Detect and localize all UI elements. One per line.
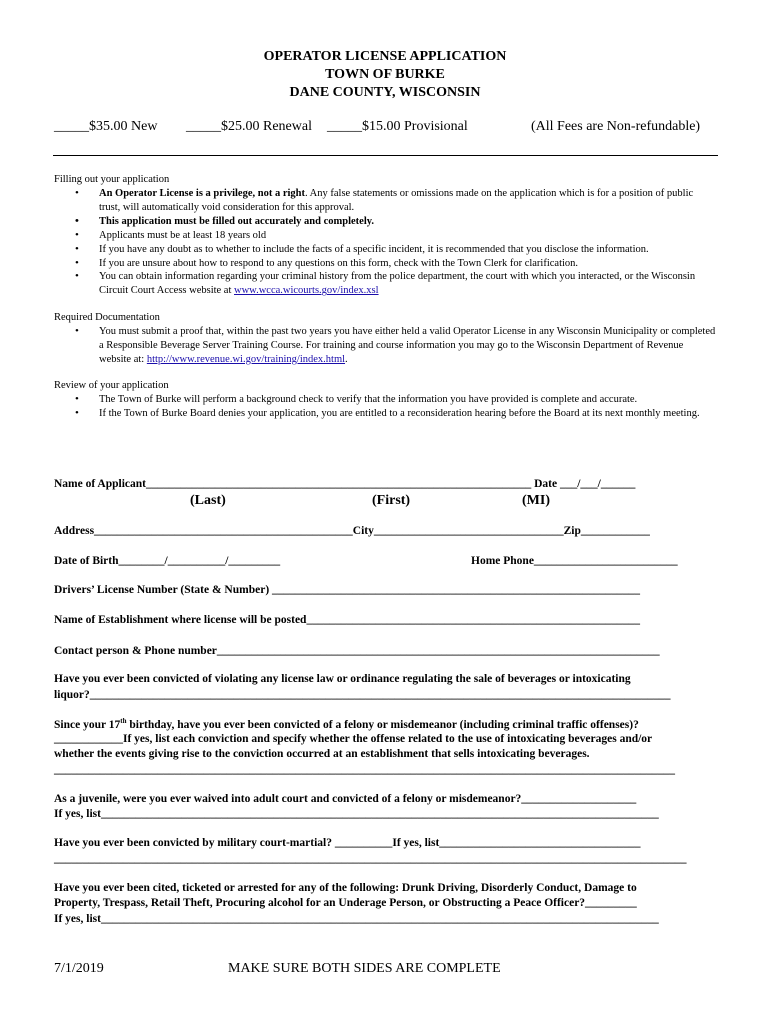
question-felony: [54, 717, 639, 731]
list-item: • If the Town of Burke Board denies your application, you are entitled to a reconsideration hearing before the Board at its next monthly meeting.: [72, 407, 717, 421]
fee-provisional: _____$15.00 Provisional: [327, 119, 468, 134]
answer-court-martial-line[interactable]: ______________________________________________________________________________________________________________: [54, 853, 687, 865]
question-license-violation: Have you ever been convicted of violating any license law or ordinance regulating the sale of beverages or intoxicating: [54, 673, 631, 685]
list-item: • If you are unsure about how to respond to any questions on this form, check with the Town Clerk for clarification.: [72, 257, 717, 271]
contact-person-field[interactable]: Contact person & Phone number_____________________________________________________________________________: [54, 645, 660, 657]
required-list: [72, 325, 717, 367]
fee-new: _____$35.00 New: [54, 119, 158, 134]
county-name: DANE COUNTY, WISCONSIN: [289, 85, 481, 100]
first-name-label: (First): [372, 493, 411, 508]
section-title-review: Review of your application: [54, 380, 169, 391]
fee-note: (All Fees are Non-refundable): [531, 119, 701, 134]
date-of-birth-field[interactable]: Date of Birth________/__________/_________: [54, 555, 281, 567]
footer-note: MAKE SURE BOTH SIDES ARE COMPLETE: [228, 961, 501, 976]
question-felony-detail: whether the events giving rise to the conviction occurred at an establishment that sells intoxicating beverages.: [54, 748, 590, 760]
section-title-required: Required Documentation: [54, 312, 160, 323]
list-item: [72, 325, 717, 367]
header-divider: [53, 155, 718, 156]
question-cited: Have you ever been cited, ticketed or arrested for any of the following: Drunk Driving, Disorderly Conduct, Damage to: [54, 882, 637, 894]
middle-initial-label: (MI): [522, 493, 550, 508]
address-field[interactable]: Address_____________________________________________City_________________________________Zip____________: [54, 525, 650, 537]
filling-list: [72, 187, 717, 298]
question-felony-end: birthday, have you ever been convicted of a felony or misdemeanor (including criminal traffic offenses)?: [126, 718, 639, 731]
applicant-name-field[interactable]: Name of Applicant___________________________________________________________________ Date ___/___/______: [54, 478, 636, 490]
answer-license-violation[interactable]: liquor?_____________________________________________________________________________________________________: [54, 689, 671, 701]
bullet-text: You must submit a proof that, within the past two years you have either held a valid Operator License in any Wisconsin Municipality or completed a Responsible Beverage Server Training Course. For training and course information you may go to the Wisconsin Department of Revenue website at:: [99, 326, 716, 365]
list-item: [72, 270, 717, 298]
town-name: TOWN OF BURKE: [325, 67, 445, 82]
revenue-link[interactable]: http://www.revenue.wi.gov/training/index.html: [146, 353, 346, 365]
section-title-filling: Filling out your application: [54, 174, 170, 185]
review-list: [72, 393, 717, 421]
home-phone-field[interactable]: Home Phone_________________________: [471, 555, 678, 567]
drivers-license-field[interactable]: Drivers’ License Number (State & Number) ________________________________________________________________: [54, 584, 641, 596]
list-item: • This application must be filled out accurately and completely.: [72, 215, 717, 229]
answer-felony-line[interactable]: ____________________________________________________________________________________________________________: [54, 764, 675, 776]
answer-juvenile[interactable]: If yes, list_________________________________________________________________________________________________: [54, 808, 659, 820]
bullet-bold-text: An Operator License is a privilege, not a right: [99, 188, 305, 199]
fee-renewal: _____$25.00 Renewal: [186, 119, 312, 134]
list-item: • Applicants must be at least 18 years old: [72, 229, 717, 243]
bullet-end: .: [345, 353, 348, 365]
ordinal-suffix: th: [120, 717, 127, 725]
bullet-text: You can obtain information regarding your criminal history from the police department, the court with which you interacted, or the Wisconsin Circuit Court Access website at: [99, 271, 696, 297]
list-item: • If you have any doubt as to whether to include the facts of a specific incident, it is recommended that you disclose the information.: [72, 243, 717, 257]
bullet-text: . Any false statements or omissions made on the application which is for a position of public trust, will automatically void consideration for this approval.: [99, 188, 694, 213]
wcca-link[interactable]: www.wcca.wicourts.gov/index.xsl: [234, 285, 379, 297]
question-court-martial[interactable]: Have you ever been convicted by military court-martial? __________If yes, list___________________________________: [54, 837, 641, 849]
last-name-label: (Last): [190, 493, 226, 508]
question-cited-cont[interactable]: Property, Trespass, Retail Theft, Procuring alcohol for an Underage Person, or Obstructing a Peace Officer?_________: [54, 897, 637, 909]
answer-felony[interactable]: ____________If yes, list each conviction and specify whether the offense related to the use of intoxicating beverages and/or: [54, 733, 653, 745]
question-felony-start: Since your 17: [54, 718, 121, 731]
answer-cited[interactable]: If yes, list_________________________________________________________________________________________________: [54, 913, 659, 925]
list-item: [72, 187, 717, 215]
establishment-field[interactable]: Name of Establishment where license will be posted__________________________________________________________: [54, 614, 640, 626]
question-juvenile[interactable]: As a juvenile, were you ever waived into adult court and convicted of a felony or misdemeanor?____________________: [54, 793, 637, 805]
form-title: OPERATOR LICENSE APPLICATION: [263, 49, 507, 64]
revision-date: 7/1/2019: [54, 961, 104, 976]
list-item: • The Town of Burke will perform a background check to verify that the information you have provided is complete and accurate.: [72, 393, 717, 407]
